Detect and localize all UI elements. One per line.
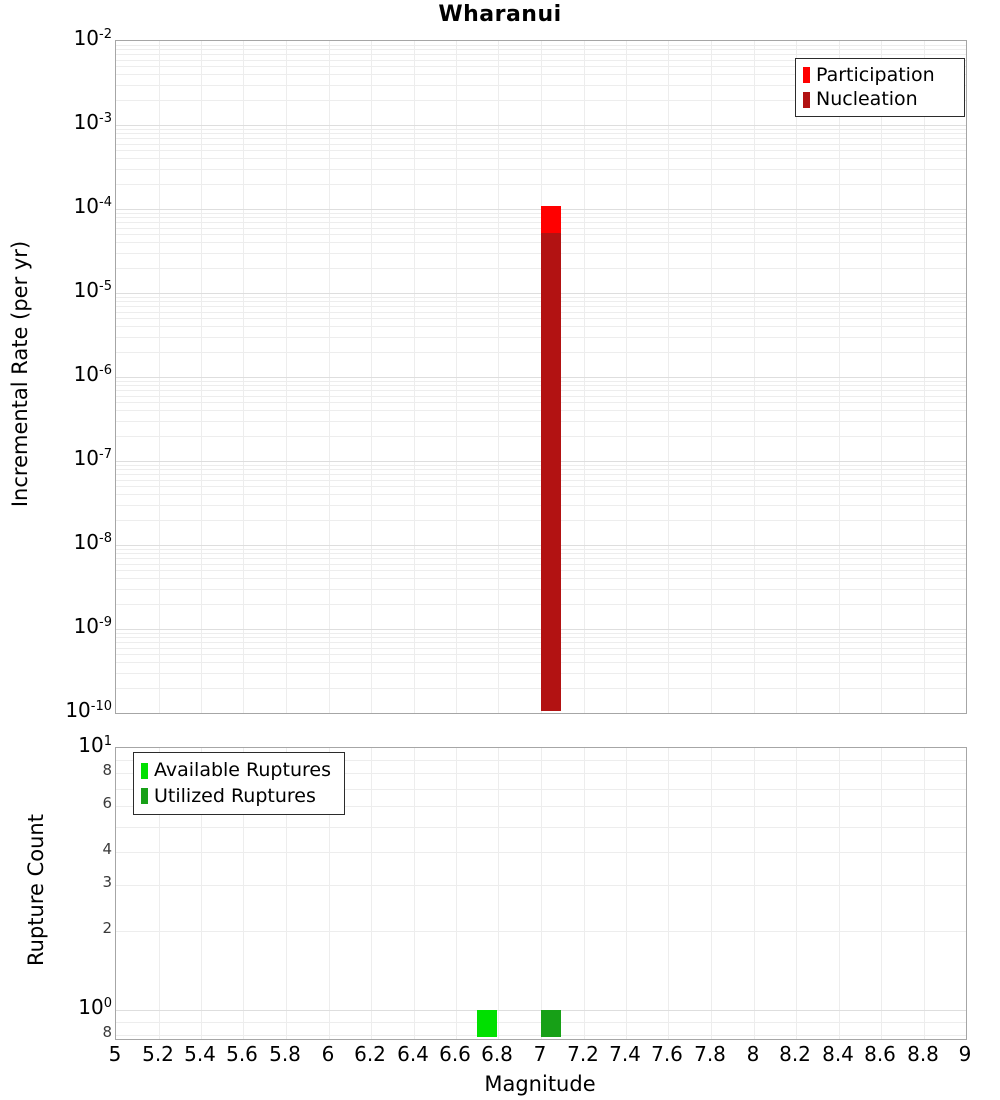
gridline-minor (116, 49, 966, 50)
bar-nucleation (541, 233, 561, 711)
y-tick-label: $10^{-9}$ (73, 614, 112, 638)
x-tick-label: 7 (533, 1042, 547, 1066)
gridline-vertical (584, 748, 585, 1039)
gridline-vertical (839, 748, 840, 1039)
x-tick-label: 6.6 (439, 1042, 471, 1066)
gridline-minor (116, 827, 966, 828)
y-tick-label: 8 (102, 1023, 112, 1041)
y-tick-label: $10^{-4}$ (73, 194, 112, 218)
y-tick-label: $10^{-8}$ (73, 530, 112, 554)
gridline-vertical (498, 748, 499, 1039)
x-tick-label: 5.8 (269, 1042, 301, 1066)
utilized-ruptures-swatch-icon (141, 788, 148, 804)
y-tick-label: 4 (102, 840, 112, 858)
rate-panel (115, 40, 967, 714)
participation-swatch-icon (803, 67, 810, 83)
x-tick-label: 5.4 (184, 1042, 216, 1066)
x-tick-label: 8 (746, 1042, 760, 1066)
gridline-minor (116, 931, 966, 932)
y-tick-label: $10^0$ (78, 995, 112, 1019)
gridline-vertical (541, 748, 542, 1039)
gridline-vertical (881, 748, 882, 1039)
legend-label-available: Available Ruptures (154, 759, 331, 782)
gridline-vertical (414, 748, 415, 1039)
gridline-vertical (924, 748, 925, 1039)
y-tick-label: $10^1$ (78, 733, 112, 757)
legend-row-utilized (141, 785, 337, 808)
x-tick-label: 7.2 (567, 1042, 599, 1066)
gridline-minor (116, 158, 966, 159)
gridline-minor (116, 138, 966, 139)
x-tick-label: 8.4 (822, 1042, 854, 1066)
x-tick-label: 7.4 (609, 1042, 641, 1066)
bar-available-ruptures (477, 1010, 497, 1037)
x-tick-label: 5 (108, 1042, 122, 1066)
legend-row-available (141, 759, 337, 782)
gridline-vertical (456, 748, 457, 1039)
x-tick-label: 5.6 (226, 1042, 258, 1066)
x-tick-label: 8.8 (907, 1042, 939, 1066)
legend-label-participation: Participation (816, 63, 935, 86)
gridline-minor (116, 144, 966, 145)
legend-row-nucleation (803, 88, 957, 111)
gridline-minor (116, 54, 966, 55)
x-tick-label: 6.4 (397, 1042, 429, 1066)
x-axis-label: Magnitude (484, 1072, 596, 1096)
gridline-minor (116, 150, 966, 151)
y-tick-label: 8 (102, 761, 112, 779)
x-tick-label: 7.6 (651, 1042, 683, 1066)
gridline-major (116, 125, 966, 126)
chart-title: Wharanui (438, 2, 562, 27)
count-legend (133, 752, 345, 815)
y-tick-label: $10^{-7}$ (73, 446, 112, 470)
gridline-vertical (711, 748, 712, 1039)
x-tick-label: 8.2 (779, 1042, 811, 1066)
gridline-minor (116, 885, 966, 886)
x-tick-label: 6.2 (354, 1042, 386, 1066)
bar-utilized-ruptures (541, 1010, 561, 1037)
gridline-minor (116, 45, 966, 46)
y-tick-label: $10^{-6}$ (73, 362, 112, 386)
gridline-vertical (754, 748, 755, 1039)
legend-label-nucleation: Nucleation (816, 88, 918, 111)
x-tick-label: 5.2 (142, 1042, 174, 1066)
gridline-vertical (796, 748, 797, 1039)
gridline-minor (116, 852, 966, 853)
nucleation-swatch-icon (803, 92, 810, 108)
rate-legend (795, 58, 965, 117)
y-tick-label: $10^{-10}$ (65, 698, 112, 722)
y-tick-label: $10^{-5}$ (73, 278, 112, 302)
y-tick-label: $10^{-3}$ (73, 110, 112, 134)
count-y-axis-label: Rupture Count (24, 814, 48, 966)
gridline-vertical (626, 748, 627, 1039)
x-tick-label: 6.8 (481, 1042, 513, 1066)
x-tick-label: 6 (321, 1042, 335, 1066)
x-tick-label: 9 (958, 1042, 972, 1066)
y-tick-label: 2 (102, 919, 112, 937)
gridline-vertical (371, 748, 372, 1039)
rate-y-axis-label: Incremental Rate (per yr) (8, 240, 32, 508)
gridline-minor (116, 184, 966, 185)
x-tick-label: 7.8 (694, 1042, 726, 1066)
available-ruptures-swatch-icon (141, 763, 148, 779)
legend-label-utilized: Utilized Ruptures (154, 785, 316, 808)
y-tick-label: 3 (102, 873, 112, 891)
gridline-minor (116, 129, 966, 130)
legend-row-participation (803, 64, 957, 87)
gridline-vertical (668, 748, 669, 1039)
y-tick-label: $10^{-2}$ (73, 26, 112, 50)
gridline-minor (116, 133, 966, 134)
y-tick-label: 6 (102, 794, 112, 812)
gridline-minor (116, 169, 966, 170)
x-tick-label: 8.6 (864, 1042, 896, 1066)
